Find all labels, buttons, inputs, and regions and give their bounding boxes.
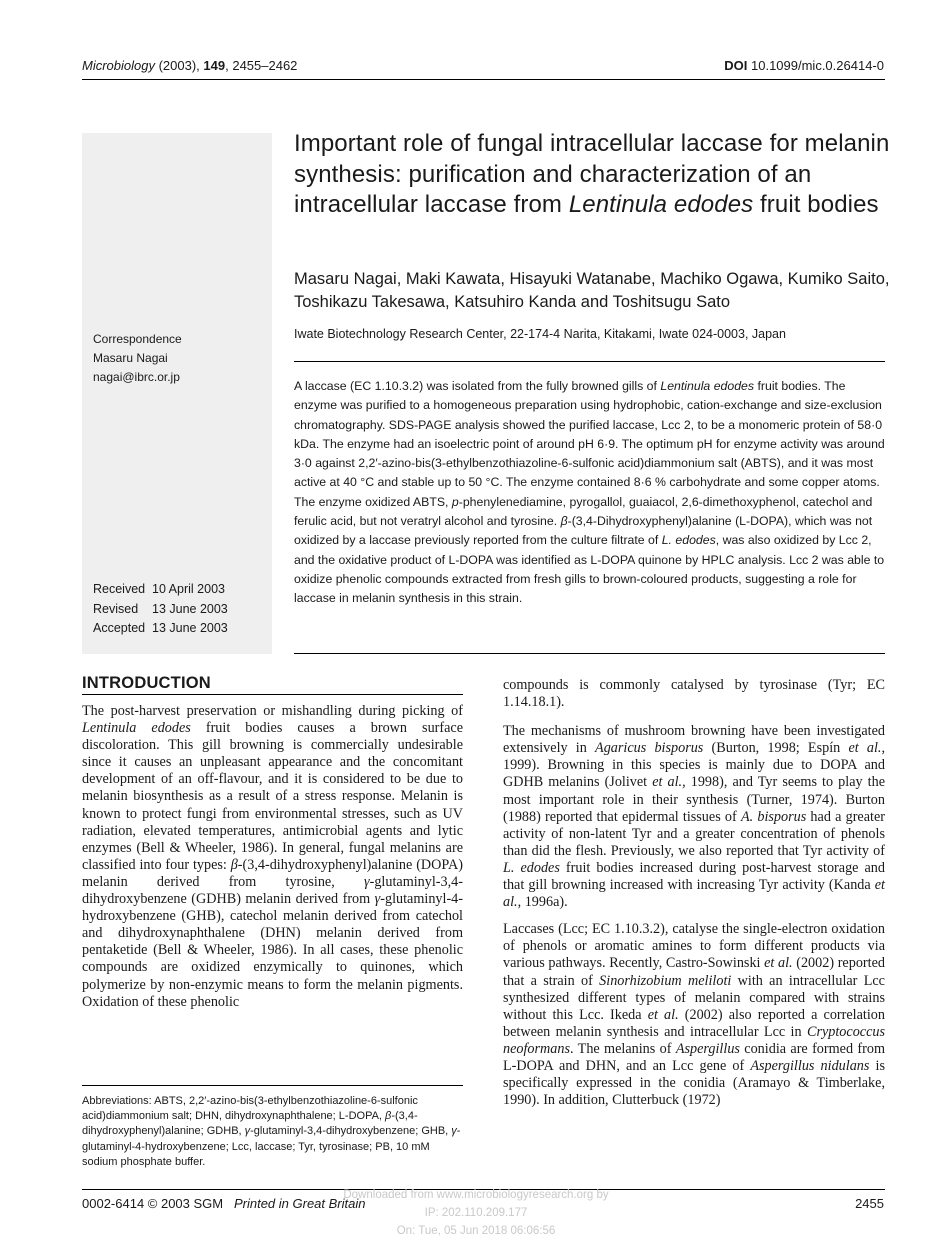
- abstract-text: fruit bodies. The enzyme was purified to a homogeneous preparation using hydrophobic, cation-exchange and size-exclusion chromatography. SDS-PAGE analysis showed the purified laccase, Lcc 2, to be a monomeric protein of 58·0 kDa. The enzyme had an isoelectric point of around pH 6·9. The optimum pH for enzyme activity was around 3·0 against 2,2′-azino-bis(3-ethylbenzothiazoline-6-sulfonic acid)diammonium salt (ABTS), and it was most active at 40 °C and stable up to 50 °C. The enzyme contained 8·6 % carbohydrate and some copper atoms. The enzyme oxidized ABTS,: [294, 379, 885, 509]
- text: ABTS, 2,2′-azino-bis(3-ethylbenzothiazoline-6-sulfonic acid)diammonium salt; DHN, dihydroxynaphthalene; L-DOPA,: [82, 1095, 418, 1123]
- greek-beta: β: [385, 1110, 392, 1123]
- greek-gamma: γ: [451, 1125, 457, 1138]
- text: -(3,4-dihydroxyphenyl)alanine (DOPA) melanin derived from tyrosine,: [82, 856, 463, 890]
- issn-copyright: 0002-6414 © 2003 SGM: [82, 1196, 224, 1211]
- organism-name: A. bisporus: [740, 808, 807, 825]
- running-header-citation: [82, 58, 297, 73]
- date-value: 13 June 2003: [152, 601, 228, 616]
- footnote-rule: [82, 1085, 463, 1086]
- author-list: Masaru Nagai, Maki Kawata, Hisayuki Watanabe, Machiko Ogawa, Kumiko Saito, Toshikazu Takesawa, Katsuhiro Kanda and Toshitsugu Sato: [294, 270, 890, 311]
- sidebar-panel: [82, 133, 272, 654]
- abstract-text: , was also oxidized by Lcc 2, and the oxidative product of L-DOPA was identified as L-DOPA quinone by HPLC analysis. Lcc 2 was able to oxidize phenolic compounds extracted from fresh gills to brown-coloured products, suggesting a role for laccase in melanin synthesis in this strain.: [294, 533, 885, 606]
- text: The mechanisms of mushroom browning have been investigated extensively in: [503, 723, 885, 757]
- greek-beta: β: [230, 856, 238, 873]
- section-heading-rule: [82, 694, 463, 695]
- affiliation: Iwate Biotechnology Research Center, 22-174-4 Narita, Kitakami, Iwate 024-0003, Japan: [294, 327, 786, 341]
- text: -(3,4-dihydroxyphenyl)alanine; GDHB,: [82, 1110, 418, 1138]
- text: with an intracellular Lcc synthesized different types of melanin compared with strains without this Lcc. Ikeda: [503, 972, 885, 1023]
- abstract-text: -phenylenediamine, pyrogallol, guaiacol, 2,6-dimethoxyphenol, catechol and ferulic acid, but not veratryl alcohol and tyrosine.: [294, 494, 873, 529]
- text: (Burton, 1998; Espín: [703, 740, 849, 757]
- text: , 1996a).: [517, 894, 568, 911]
- et-al: et al.: [503, 877, 885, 911]
- date-revised: [93, 600, 228, 620]
- text: Laccases (Lcc; EC 1.10.3.2), catalyse the single-electron oxidation of phenols or aromatic amines to form different products via various pathways. Recently, Castro-Sowinski: [503, 921, 885, 972]
- organism-name: Lentinula edodes: [82, 720, 191, 737]
- organism-name: L. edodes: [503, 859, 560, 876]
- citation-year: (2003),: [154, 58, 204, 73]
- et-al: et al.: [764, 955, 793, 972]
- et-al: et al.: [848, 740, 882, 757]
- date-label: Revised: [93, 601, 139, 616]
- body-paragraph: [82, 703, 463, 1011]
- running-header-doi: [724, 58, 884, 73]
- page-range: , 2455–2462: [225, 58, 298, 73]
- organism-name: Lentinula edodes: [660, 379, 755, 393]
- abbreviations-footnote: [82, 1094, 463, 1170]
- text: , 1999). Browning in this species is mainly due to DOPA and GDHB melanins (Jolivet: [503, 740, 885, 791]
- correspondence-name: Masaru Nagai: [93, 351, 168, 365]
- date-value: 13 June 2003: [152, 621, 228, 635]
- organism-name: Aspergillus nidulans: [750, 1057, 870, 1074]
- title-text-end: fruit bodies: [753, 191, 879, 218]
- text: is specifically expressed in the conidia (Aramayo & Timberlake, 1990). In addition, Clutterbuck (1972): [503, 1057, 885, 1109]
- date-received: [93, 580, 228, 600]
- organism-name: Aspergillus: [675, 1040, 740, 1057]
- page-number: 2455: [855, 1196, 884, 1211]
- body-column-right: [503, 677, 885, 1118]
- body-paragraph: [503, 723, 885, 911]
- text: -glutaminyl-3,4-dihydroxybenzene (GDHB) melanin derived from: [82, 873, 463, 908]
- title-organism: Lentinula edodes: [568, 191, 754, 218]
- doi-value: 10.1099/mic.0.26414-0: [747, 58, 884, 73]
- abstract-text: A laccase (EC 1.10.3.2) was isolated from the fully browned gills of: [294, 379, 661, 393]
- abstract-top-rule: [294, 361, 885, 362]
- date-label: Accepted: [93, 621, 146, 635]
- date-value: 10 April 2003: [152, 582, 225, 596]
- abstract-bottom-rule: [294, 653, 885, 654]
- date-accepted: [93, 619, 228, 639]
- text: -glutaminyl-4-hydroxybenzene (GHB), catechol melanin derived from catechol and dihydroxynaphthalene (DHN) melanin derived from pentaketide (Bell & Wheeler, 1986). In all cases, these phenolic compounds are oxidized enzymically to quinones, which polymerize by non-enzymic means to form the melanin pigments. Oxidation of these phenolic: [82, 891, 463, 1010]
- chem-prefix: p: [451, 494, 459, 509]
- text: conidia are formed from L-DOPA and DHN, and an Lcc gene of: [503, 1040, 885, 1074]
- text: (2002) also reported a correlation between melanin synthesis and intracellular Lcc in: [503, 1006, 885, 1040]
- text: had a greater activity of non-latent Tyr and a greater concentration of phenols than did the flesh. Previously, we also reported that Tyr activity of: [503, 808, 885, 859]
- text: -glutaminyl-4-hydroxybenzene; Lcc, laccase; Tyr, tyrosinase; PB, 10 mM sodium phosphate buffer.: [82, 1125, 461, 1168]
- watermark-line: Downloaded from www.microbiologyresearch.org by: [343, 1189, 609, 1201]
- watermark-line: On: Tue, 05 Jun 2018 06:06:56: [396, 1225, 556, 1237]
- text: fruit bodies increased during post-harvest storage and that gill browning increased with increasing Tyr activity (Kanda: [503, 859, 885, 894]
- greek-gamma: γ: [374, 891, 381, 908]
- correspondence-label: Correspondence: [93, 332, 182, 346]
- journal-name: Microbiology: [82, 58, 155, 73]
- organism-name: Cryptococcus neoformans: [503, 1023, 885, 1057]
- watermark-line: IP: 202.110.209.177: [424, 1207, 528, 1219]
- doi-label: DOI: [724, 58, 748, 73]
- correspondence-block: [93, 330, 182, 387]
- body-paragraph: [503, 921, 885, 1109]
- text: The post-harvest preservation or mishandling during picking of: [82, 703, 463, 719]
- correspondence-email[interactable]: nagai@ibrc.or.jp: [93, 370, 180, 384]
- text: -glutaminyl-3,4-dihydroxybenzene; GHB,: [250, 1125, 452, 1138]
- abbreviations-label: Abbreviations:: [82, 1095, 152, 1107]
- title-text: Important role of fungal intracellular laccase for melanin synthesis: purification and characterization of an intracellular laccase from: [294, 130, 890, 218]
- text: (2002) reported that a strain of: [503, 955, 885, 989]
- text: . The melanins of: [570, 1040, 676, 1057]
- text: , 1998), and Tyr seems to play the most important role in their synthesis (Turner, 1974). Burton (1988) reported that epidermal tissues of: [503, 774, 885, 825]
- greek-beta: β: [560, 514, 568, 529]
- header-divider: [82, 79, 885, 80]
- greek-gamma: γ: [244, 1125, 251, 1138]
- article-dates: [93, 580, 228, 639]
- et-al: et al.: [652, 774, 683, 791]
- abstract-text: -(3,4-Dihydroxyphenyl)alanine (L-DOPA), which was not oxidized by a laccase previously reported from the culture filtrate of: [294, 514, 873, 548]
- body-paragraph: compounds is commonly catalysed by tyrosinase (Tyr; EC 1.14.18.1).: [503, 677, 885, 711]
- article-title: [294, 129, 894, 221]
- greek-gamma: γ: [364, 873, 370, 890]
- abstract: [294, 377, 886, 609]
- organism-name: L. edodes: [661, 533, 716, 548]
- body-column-left: [82, 703, 463, 1020]
- text: fruit bodies causes a brown surface discoloration. This gill browning is commercially undesirable since it causes an unpleasant appearance and the concomitant development of an off-flavour, and it is considered to be due to melanin biosynthesis as a result of a stress response. Melanin is known to protect fungi from environmental stresses, such as UV radiation, elevated temperatures, antimicrobial agents and lytic enzymes (Bell & Wheeler, 1986). In general, fungal melanins are classified into four types:: [82, 720, 464, 873]
- section-heading-introduction: INTRODUCTION: [82, 674, 211, 692]
- organism-name: Agaricus bisporus: [595, 740, 704, 757]
- download-watermark: [0, 1186, 952, 1240]
- organism-name: Sinorhizobium meliloti: [599, 972, 732, 989]
- date-label: Received: [93, 582, 146, 596]
- et-al: et al.: [647, 1006, 679, 1023]
- volume-number: 149: [203, 58, 226, 73]
- printed-in: Printed in Great Britain: [233, 1196, 366, 1211]
